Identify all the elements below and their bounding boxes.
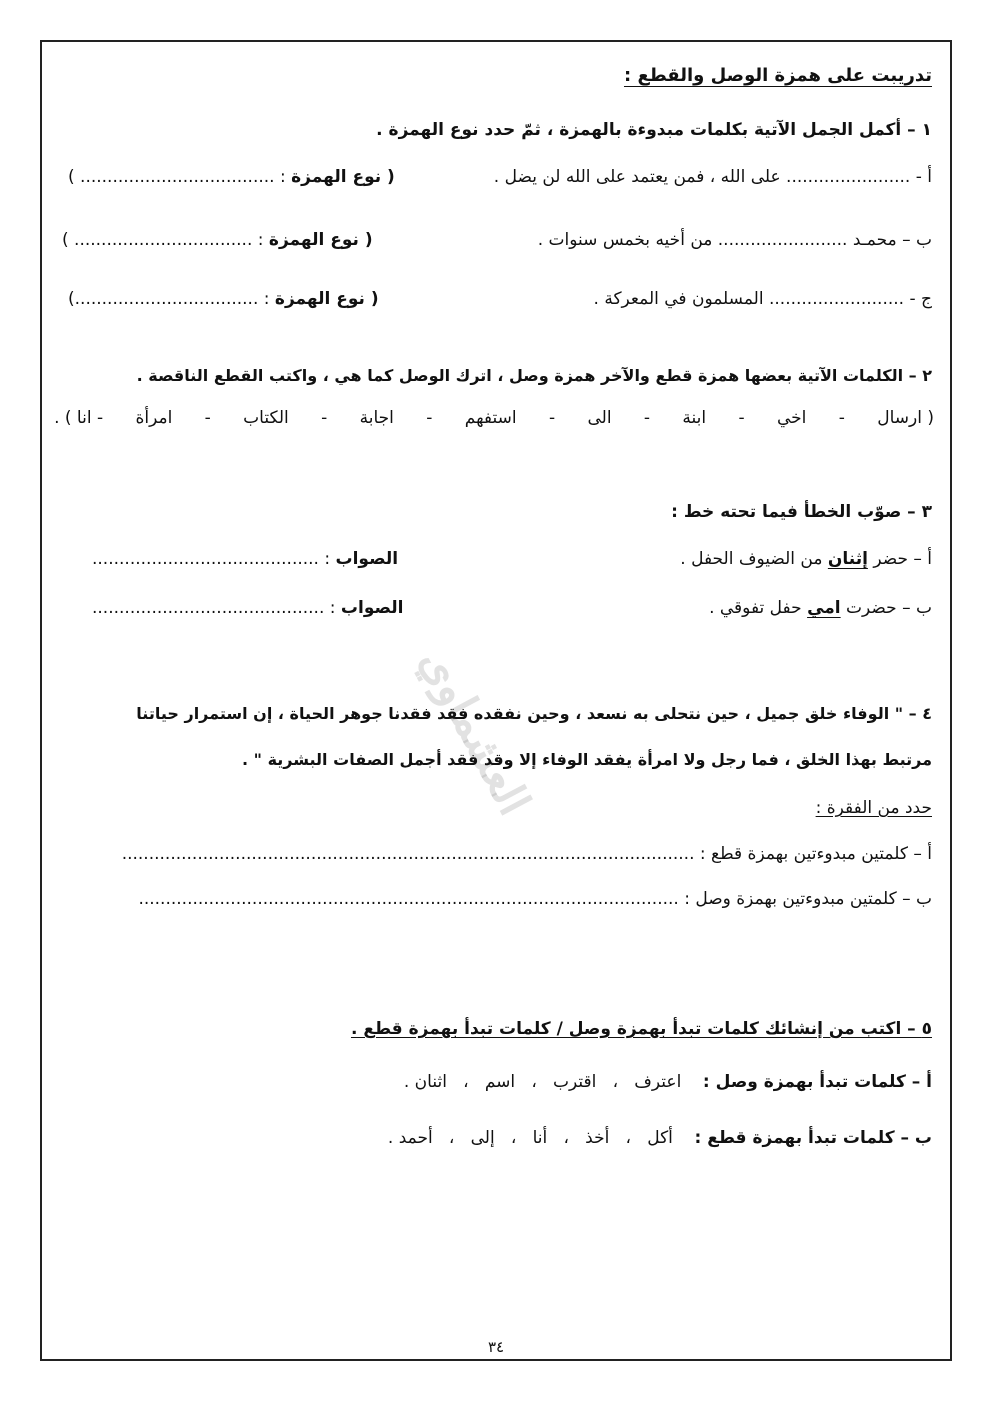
q2-separator: - [426,408,433,428]
q3-b-underlined-word: امي [807,598,841,618]
q5-row-a [404,1070,932,1094]
q3-answer-a-label: الصواب [335,549,399,569]
q2-word: - انا ) . [54,408,104,428]
q2-word: امرأة [135,408,173,428]
q4-subheading: حدد من الفقرة : [815,798,932,818]
q3-sentence-a [680,547,932,571]
q3-a-suffix: من الضيوف الحفل . [680,549,823,569]
q3-answer-b-label: الصواب [340,598,404,618]
q1-type-a-fill: : .................................... ) [68,167,286,187]
q2-separator: - [838,408,845,428]
q4-passage-line-1: ٤ – " الوفاء خلق جميل ، حين نتحلى به نسعد ، وحين نفقده فقد فقدنا جوهر الحياة ، إن استمرار حياتنا [136,704,932,723]
q2-word: الى [587,408,612,428]
q1-type-b [62,228,373,252]
q3-answer-a [92,547,398,571]
q2-word-list [54,408,934,428]
q1-heading: ١ – أكمل الجمل الآتية بكلمات مبدوءة بالهمزة ، ثمّ حدد نوع الهمزة . [376,120,932,140]
page-number: ٣٤ [487,1338,505,1356]
q3-answer-b [92,596,403,620]
q3-answer-a-fill: : .......................................... [92,549,331,569]
q4-passage-line-2: مرتبط بهذا الخلق ، فما رجل ولا امرأة يفقد الوفاء إلا وقد فقد أجمل الصفات البشرية " . [242,750,932,769]
q3-a-prefix: أ – حضر [873,549,932,569]
q3-heading: ٣ – صوّب الخطأ فيما تحته خط : [671,502,932,522]
q2-word: الكتاب [243,408,289,428]
q3-answer-b-fill: : ........................................... [92,598,336,618]
q1-type-a [68,165,395,189]
q1-sentence-c: ج - ......................... المسلمون في المعركة . [593,289,932,309]
q1-sentence-a: أ - ....................... على الله ، فمن يعتمد على الله لن يضل . [493,167,932,187]
q1-type-a-label: ( نوع الهمزة [291,167,395,187]
q3-sentence-b [709,596,932,620]
q3-b-suffix: حفل تفوقي . [709,598,802,618]
q2-separator: - [738,408,745,428]
q2-word: استفهم [464,408,517,428]
q4-item-a: أ – كلمتين مبدوءتين بهمزة قطع : .......................................................................................................... [121,844,932,864]
q3-a-underlined-word: إثنان [827,549,868,569]
q2-separator: - [321,408,328,428]
q2-word: اخي [776,408,807,428]
q2-heading: ٢ – الكلمات الآتية بعضها همزة قطع والآخر همزة وصل ، اترك الوصل كما هي ، واكتب القطع الناقصة . [136,366,932,385]
q1-type-b-label: ( نوع الهمزة [268,230,373,250]
q5-row-b [388,1126,932,1150]
watermark: العشماوي [409,640,540,824]
q1-type-b-fill: : ................................. ) [62,230,264,250]
q5-heading: ٥ – اكتب من إنشائك كلمات تبدأ بهمزة وصل / كلمات تبدأ بهمزة قطع . [350,1019,932,1039]
q2-separator: - [548,408,556,428]
q2-separator: - [204,408,211,428]
q2-word: اجابة [359,408,394,428]
q1-type-c-label: ( نوع الهمزة [274,289,379,309]
q5-a-label: أ – كلمات تبدأ بهمزة وصل : [702,1072,932,1092]
q1-sentence-b: ب – محمـد ........................ من أخيه بخمس سنوات . [537,230,932,250]
worksheet-title: تدريبت على همزة الوصل والقطع : [623,65,932,86]
q2-word: ابنة [682,408,707,428]
q5-b-label: ب – كلمات تبدأ بهمزة قطع : [694,1128,932,1148]
q5-a-words: اعترف ، اقترب ، اسم ، اثنان . [403,1072,682,1092]
q2-separator: - [643,408,651,428]
q1-type-c [68,287,379,311]
q2-word: ( ارسال [877,408,934,428]
q4-item-b: ب – كلمتين مبدوءتين بهمزة وصل : .................................................................................................... [138,889,932,909]
q1-type-c-fill: : ..................................) [68,289,270,309]
q3-b-prefix: ب – حضرت [846,598,932,618]
q5-b-words: أكل ، أخذ ، أنا ، إلى ، أحمد . [387,1128,673,1148]
